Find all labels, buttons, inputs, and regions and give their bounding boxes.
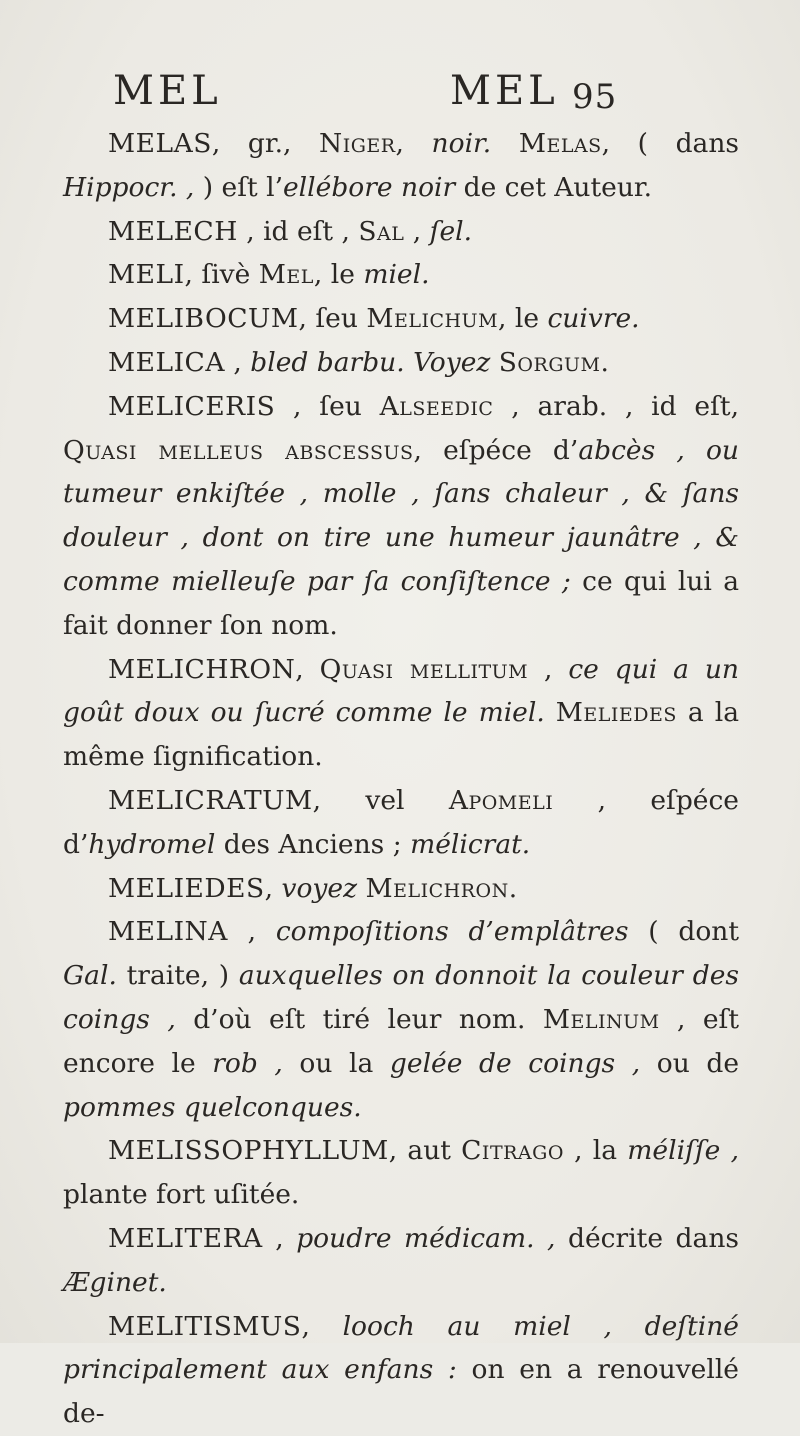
italic-text: Gal.: [63, 960, 117, 992]
italic-text: compoſitions d’emplâtres: [275, 916, 629, 948]
body-text: plante fort uſitée.: [63, 1179, 300, 1211]
italic-text: cuivre.: [547, 303, 640, 335]
body-text: , le: [498, 303, 548, 335]
italic-text: mélicrat.: [410, 828, 531, 860]
body-text: , ſivè: [184, 259, 259, 291]
small-caps-text: Citrago: [461, 1135, 564, 1167]
running-head-right: MEL: [450, 68, 559, 114]
entry-melitera: [63, 1217, 739, 1305]
body-text: a la même ſignification.: [63, 697, 739, 773]
headword: MELICRATUM: [108, 784, 313, 816]
body-text: , id eſt ,: [237, 215, 359, 247]
body-text: ,: [264, 872, 282, 904]
entry-melicratum: [63, 779, 739, 867]
italic-text: rob ,: [212, 1047, 283, 1079]
body-text: , eſt encore le: [63, 1003, 740, 1079]
small-caps-text: Apomeli: [448, 784, 554, 816]
italic-text: gelée de coings ,: [389, 1047, 641, 1079]
small-caps-text: Melinum: [542, 1003, 660, 1035]
entry-melitismus: [63, 1305, 739, 1436]
italic-text: looch au miel , deſtiné principalement aux enfans :: [63, 1310, 739, 1386]
body-text: ,: [404, 215, 430, 247]
italic-text: pommes quelconques.: [63, 1091, 362, 1123]
italic-text: Æginet.: [63, 1266, 167, 1298]
headword: MELICA: [108, 346, 225, 378]
italic-text: poudre médicam. ,: [296, 1222, 556, 1254]
body-text: , ſeu: [275, 390, 380, 422]
headword: MELITISMUS: [108, 1310, 302, 1342]
entry-meliedes: [63, 867, 739, 911]
entry-meliceris: [63, 385, 739, 648]
small-caps-text: Quasi melleus abscessus: [63, 434, 414, 466]
italic-text: Hippocr. ,: [63, 171, 195, 203]
body-text: , la: [563, 1135, 628, 1167]
headword: MELICERIS: [108, 390, 276, 422]
italic-text: méliſſe ,: [627, 1135, 739, 1167]
small-caps-text: Quasi mellitum: [319, 653, 529, 685]
body-text: décrite dans: [555, 1222, 739, 1254]
small-caps-text: Mel: [258, 259, 314, 291]
italic-text: auxquelles on donnoit la couleur des coings ,: [63, 960, 739, 1035]
headword: MELIEDES: [108, 872, 265, 904]
italic-text: ellébore noir: [283, 171, 456, 203]
small-caps-text: Melichum: [366, 303, 499, 335]
entry-melas: [63, 122, 739, 210]
italic-text: abcès , ou tumeur enkiſtée , molle , ſans chaleur , & ſans douleur , dont on tire une humeur jaunâtre , & comme mielleuſe par ſa conſiſtence ;: [63, 434, 739, 597]
running-head-left: MEL: [113, 68, 222, 114]
body-text: , eſpéce d’: [63, 784, 739, 860]
dictionary-text: [63, 122, 739, 1436]
small-caps-text: Melichron.: [365, 872, 518, 904]
body-text: , vel: [312, 784, 449, 816]
body-text: , le: [313, 259, 364, 291]
italic-text: ce qui a un goût doux ou ſucré comme le miel.: [63, 653, 739, 729]
italic-text: voyez: [281, 872, 358, 904]
entry-melina: [63, 910, 739, 1129]
headword: MELISSOPHYLLUM: [108, 1135, 389, 1167]
body-text: ,: [395, 128, 432, 159]
headword: MELECH: [108, 215, 238, 247]
body-text: , ſeu: [298, 303, 367, 335]
body-text: des Anciens ;: [215, 828, 411, 860]
body-text: on en a renouvellé de-: [63, 1354, 739, 1430]
body-text: , aut: [388, 1135, 462, 1167]
small-caps-text: Meliedes: [555, 697, 677, 729]
body-text: [490, 347, 498, 378]
body-text: ,: [295, 653, 320, 685]
small-caps-text: Melas: [518, 128, 602, 159]
body-text: ,: [262, 1222, 297, 1254]
body-text: ,: [224, 346, 251, 378]
small-caps-text: Sal: [358, 215, 405, 247]
body-text: ou de: [640, 1047, 740, 1079]
body-text: , ( dans: [601, 128, 739, 159]
italic-text: ſel.: [429, 215, 473, 247]
body-text: , arab. , id eſt,: [493, 390, 739, 422]
small-caps-text: Alseedic: [379, 390, 494, 422]
small-caps-text: Niger: [319, 128, 396, 159]
small-caps-text: Sorgum.: [498, 346, 610, 378]
body-text: ) eſt l’: [194, 171, 283, 203]
body-text: de cet Auteur.: [455, 171, 653, 203]
body-text: [491, 128, 519, 159]
body-text: , gr.,: [211, 128, 319, 159]
entry-melichron: [63, 648, 739, 779]
entry-melibocum: [63, 297, 739, 341]
body-text: traite, ): [116, 960, 239, 992]
headword: MELINA: [108, 916, 228, 948]
headword: MELICHRON: [108, 653, 296, 685]
body-text: ou la: [282, 1047, 390, 1079]
headword: MELI: [108, 259, 185, 291]
entry-melica: [63, 341, 739, 385]
body-text: ,: [528, 653, 569, 685]
italic-text: noir.: [431, 128, 492, 159]
page-number: 95: [572, 77, 618, 117]
headword: MELIBOCUM: [108, 303, 299, 335]
entry-melech: [63, 210, 739, 254]
running-head: [0, 66, 800, 126]
headword: MELAS: [108, 128, 212, 159]
body-text: ( dont: [628, 916, 739, 948]
italic-text: miel.: [363, 259, 430, 291]
italic-text: bled barbu. Voyez: [250, 346, 491, 378]
body-text: ,: [301, 1310, 343, 1342]
body-text: [545, 697, 556, 728]
body-text: d’où eſt tiré leur nom.: [175, 1003, 543, 1035]
body-text: ,: [227, 916, 276, 948]
headword: MELITERA: [108, 1222, 263, 1254]
italic-text: hydromel: [88, 828, 216, 860]
body-text: ce qui lui a fait donner ſon nom.: [63, 565, 739, 641]
body-text: , eſpéce d’: [413, 434, 579, 466]
entry-melissophyllum: [63, 1129, 739, 1217]
entry-meli: [63, 253, 739, 297]
